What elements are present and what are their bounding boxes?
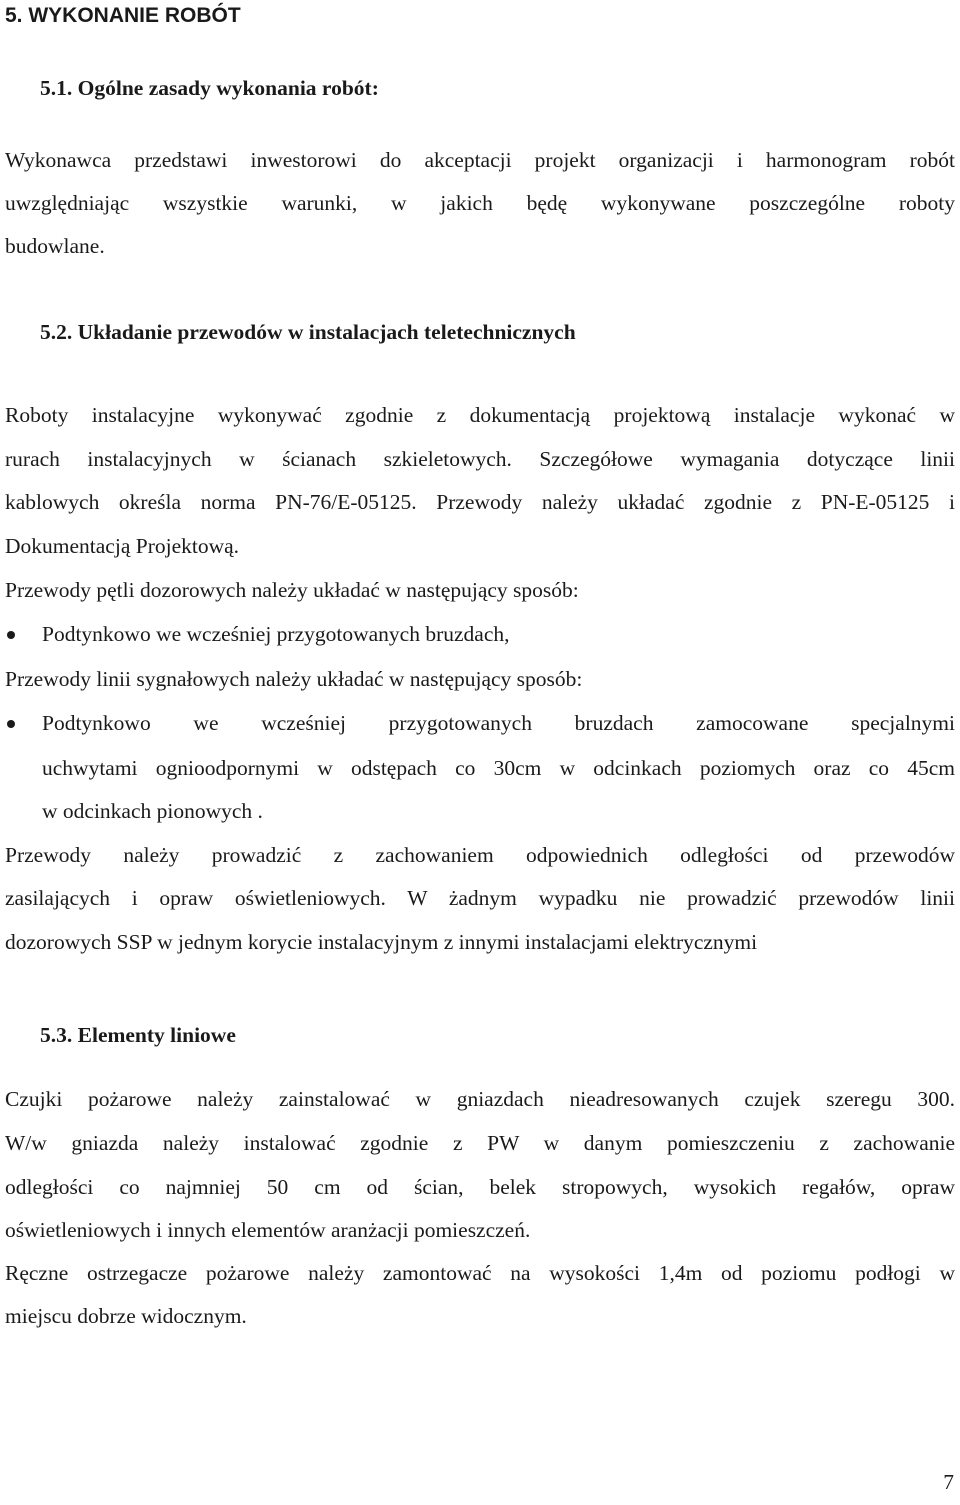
paragraph-line: Ręczne ostrzegacze pożarowe należy zamontować na wysokości 1,4m od poziomu podłogi w (5, 1261, 955, 1285)
paragraph-line: Roboty instalacyjne wykonywać zgodnie z dokumentacją projektową instalacje wykonać w (5, 403, 955, 427)
paragraph-line: rurach instalacyjnych w ścianach szkieletowych. Szczegółowe wymagania dotyczące linii (5, 447, 955, 471)
subsection-heading-5-3: 5.3. Elementy liniowe (40, 1023, 236, 1047)
paragraph-line: miejscu dobrze widocznym. (5, 1304, 247, 1328)
paragraph-line: dozorowych SSP w jednym korycie instalacyjnym z innymi instalacjami elektrycznymi (5, 930, 758, 954)
section-title: 5. WYKONANIE ROBÓT (5, 4, 241, 27)
paragraph-line: oświetleniowych i innych elementów aranżacji pomieszczeń. (5, 1218, 531, 1242)
bullet-marker (7, 631, 15, 639)
paragraph-line: odległości co najmniej 50 cm od ścian, belek stropowych, wysokich regałów, opraw (5, 1175, 955, 1199)
paragraph-line: Przewody linii sygnałowych należy układać w następujący sposób: (5, 667, 583, 691)
bullet-item: Podtynkowo we wcześniej przygotowanych bruzdach, (42, 622, 510, 646)
bullet-item-continuation: uchwytami ognioodpornymi w odstępach co 30cm w odcinkach poziomych oraz co 45cm (42, 756, 955, 780)
paragraph-line: Wykonawca przedstawi inwestorowi do akceptacji projekt organizacji i harmonogram robót (5, 148, 955, 172)
paragraph-line: budowlane. (5, 234, 105, 258)
paragraph-line: W/w gniazda należy instalować zgodnie z PW w danym pomieszczeniu z zachowanie (5, 1131, 955, 1155)
paragraph-line: Dokumentacją Projektową. (5, 534, 240, 558)
paragraph-line: zasilających i opraw oświetleniowych. W żadnym wypadku nie prowadzić przewodów linii (5, 886, 955, 910)
subsection-heading-5-1: 5.1. Ogólne zasady wykonania robót: (40, 76, 379, 100)
paragraph-line: uwzględniając wszystkie warunki, w jakich będę wykonywane poszczególne roboty (5, 191, 955, 215)
paragraph-line: Przewody pętli dozorowych należy układać w następujący sposób: (5, 578, 579, 602)
subsection-heading-5-2: 5.2. Układanie przewodów w instalacjach teletechnicznych (40, 320, 576, 344)
paragraph-line: Przewody należy prowadzić z zachowaniem odpowiednich odległości od przewodów (5, 843, 955, 867)
page-number: 7 (943, 1470, 954, 1494)
paragraph-line: kablowych określa norma PN-76/E-05125. Przewody należy układać zgodnie z PN-E-05125 i (5, 490, 955, 514)
bullet-marker (7, 720, 15, 728)
bullet-item: Podtynkowo we wcześniej przygotowanych bruzdach zamocowane specjalnymi (42, 711, 955, 735)
bullet-item-continuation: w odcinkach pionowych . (42, 799, 263, 823)
paragraph-line: Czujki pożarowe należy zainstalować w gniazdach nieadresowanych czujek szeregu 300. (5, 1087, 955, 1111)
